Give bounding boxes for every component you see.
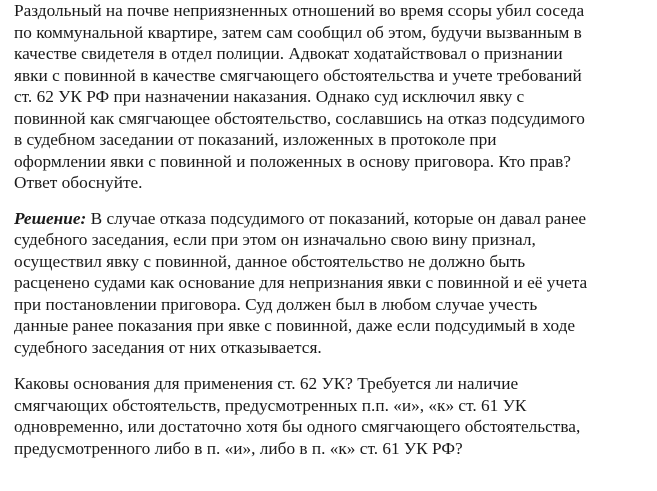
solution-line: при постановлении приговора. Суд должен был в любом случае учесть [14,294,538,314]
solution-line: данные ранее показания при явке с повинной, даже если подсудимый в ходе [14,316,576,335]
question-1-line: по коммунальной квартире, затем сам сообщил об этом, будучи вызванным в [14,22,582,42]
solution-first-line-text: В случае отказа подсудимого от показаний, которые он давал ранее [86,208,587,228]
question-1-line: оформлении явки с повинной и положенных в основу приговора. Кто прав? [14,151,571,171]
question-1-line: явки с повинной в качестве смягчающего обстоятельства и учете требований [14,65,582,85]
question-1-paragraph [14,0,650,194]
question-1-line: в судебном заседании от показаний, изложенных в протоколе при [14,130,497,149]
document-page [14,0,650,459]
paragraph-spacer [14,194,650,208]
question-2-line: Каковы основания для применения ст. 62 УК? Требуется ли наличие [14,374,519,393]
question-2-line: одновременно, или достаточно хотя бы одного смягчающего обстоятельства, [14,417,581,436]
solution-paragraph [14,208,650,359]
solution-line: осуществил явку с повинной, данное обстоятельство не должно быть [14,251,526,271]
question-1-line: ст. 62 УК РФ при назначении наказания. Однако суд исключил явку с [14,87,525,106]
question-2-line: предусмотренного либо в п. «и», либо в п. «к» ст. 61 УК РФ? [14,438,463,458]
paragraph-spacer [14,358,650,373]
solution-line: судебного заседания, если при этом он изначально свою вину признал, [14,230,536,249]
solution-first-line [14,208,650,230]
question-2-line: смягчающих обстоятельств, предусмотренных п.п. «и», «к» ст. 61 УК [14,395,527,415]
solution-line: расценено судами как основание для непризнания явки с повинной и её учета [14,273,588,292]
solution-label: Решение: [14,208,87,228]
question-1-line: Ответ обоснуйте. [14,173,143,192]
question-2-paragraph [14,373,650,459]
question-1-line: Раздольный на почве неприязненных отношений во время ссоры убил соседа [14,1,585,20]
solution-line: судебного заседания от них отказывается. [14,337,322,357]
question-1-line: повинной как смягчающее обстоятельство, сославшись на отказ подсудимого [14,108,585,128]
question-1-line: качестве свидетеля в отдел полиции. Адвокат ходатайствовал о признании [14,44,563,63]
